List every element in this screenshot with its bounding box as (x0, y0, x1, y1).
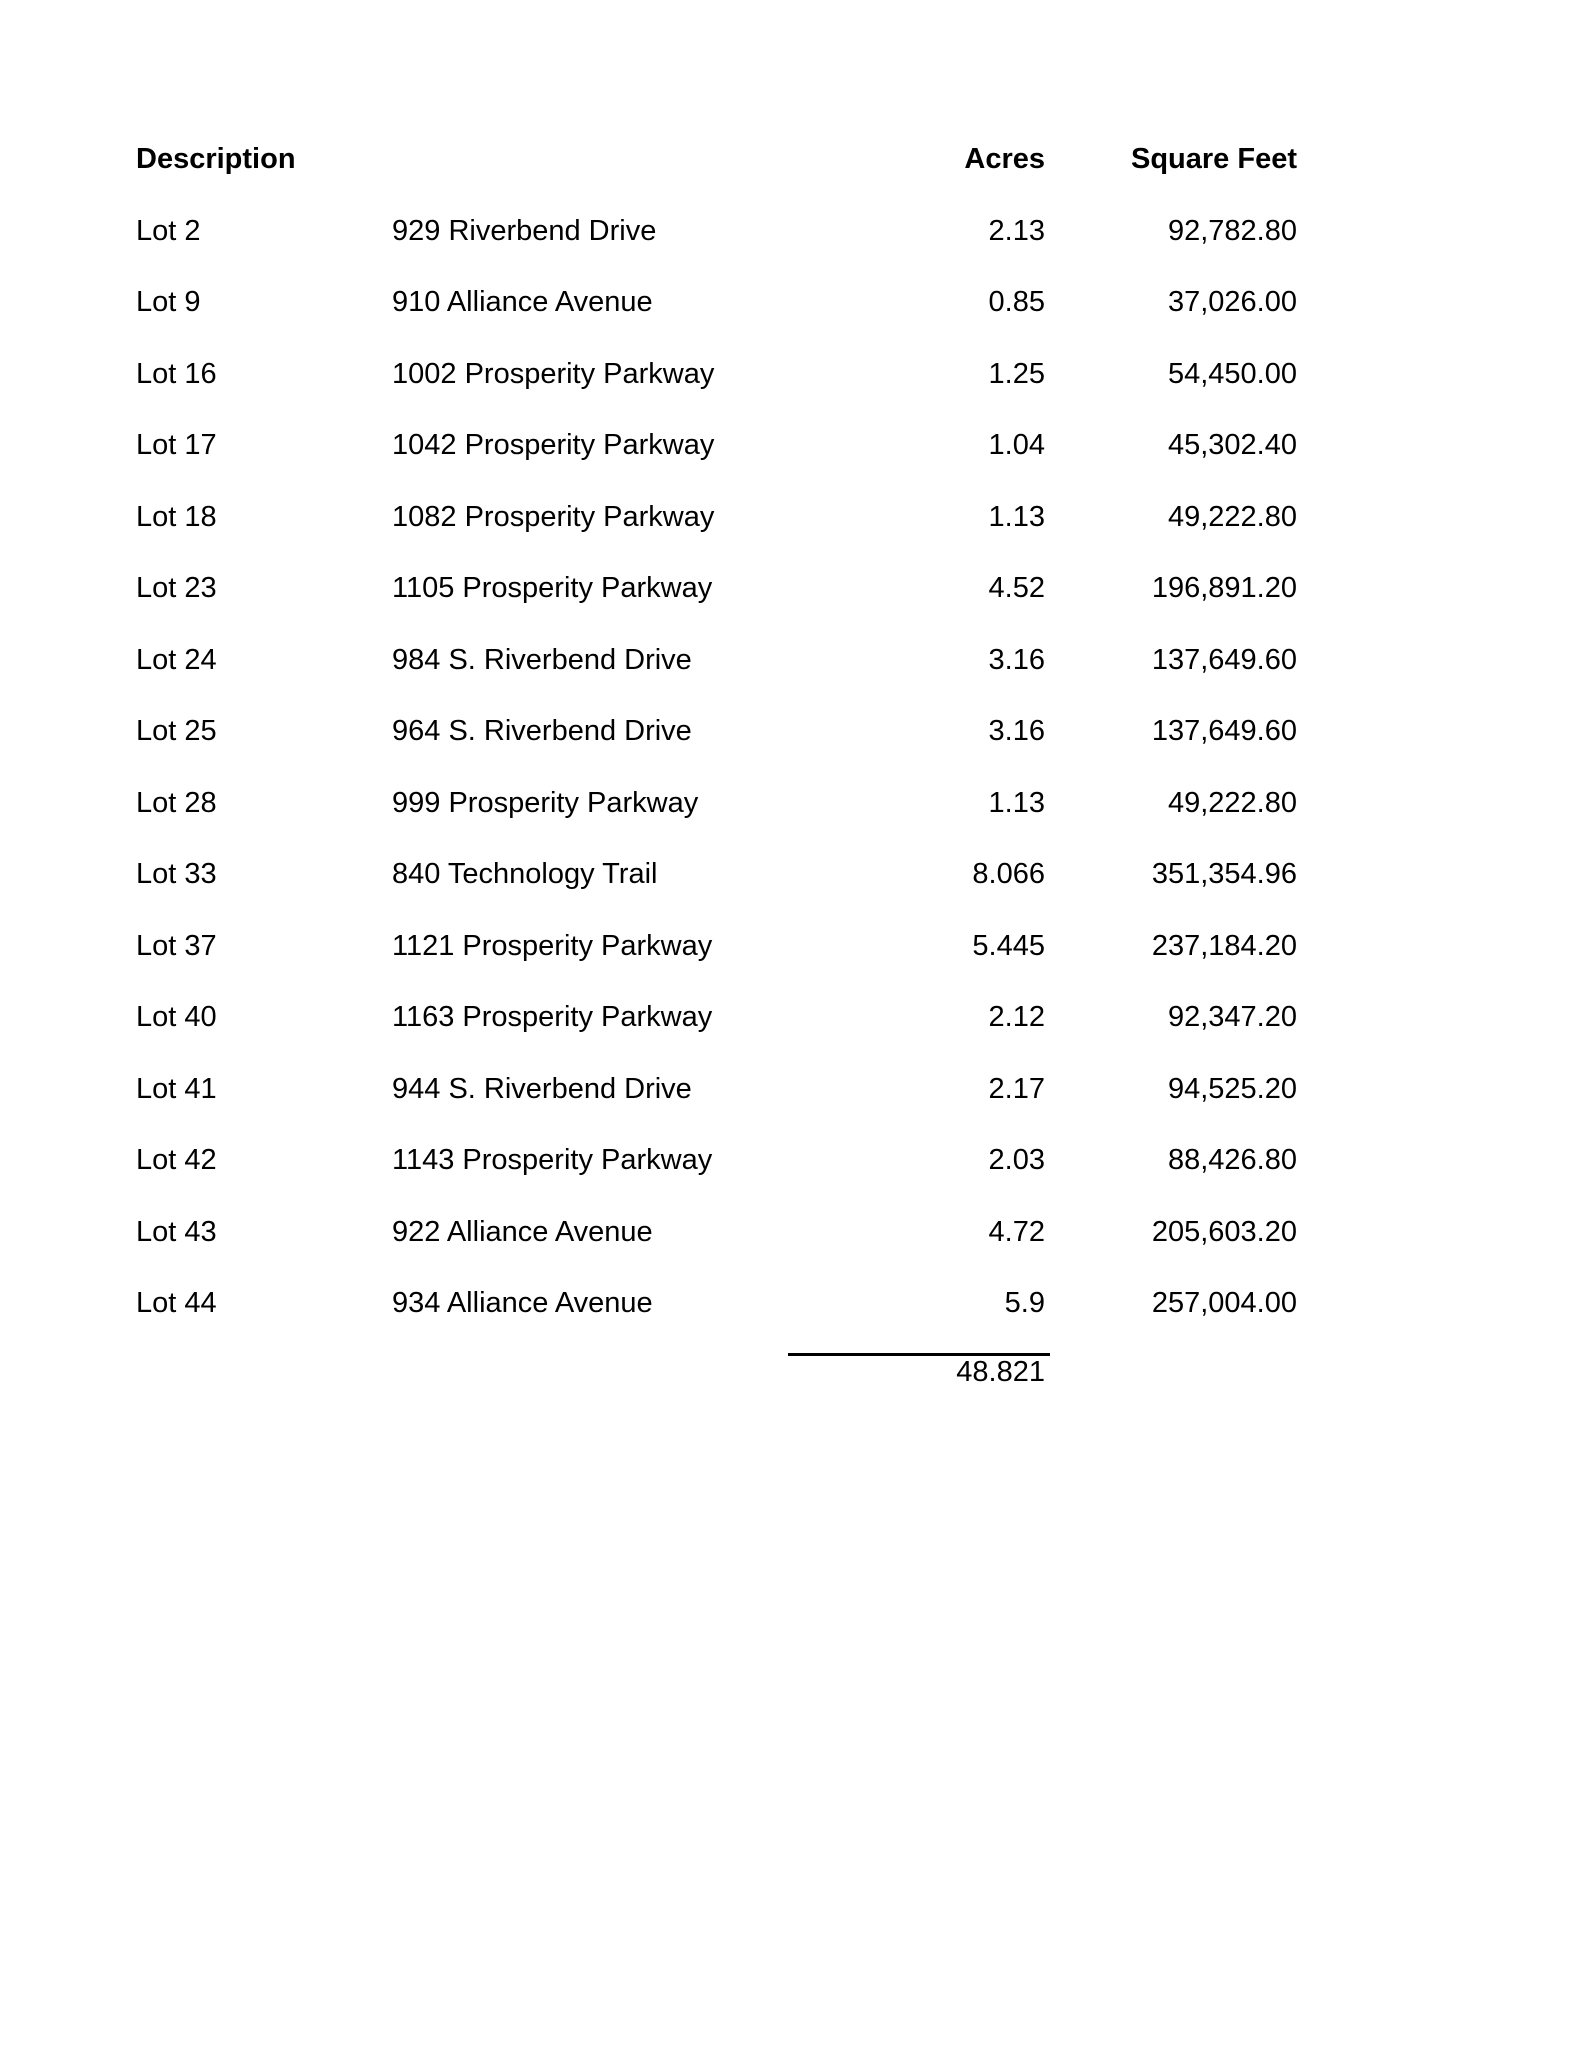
table-row (0, 997, 1579, 1037)
square-feet-cell: 88,426.80 (1167, 1144, 1297, 1176)
lot-cell: Lot 42 (136, 1144, 217, 1176)
table-row (0, 354, 1579, 394)
lot-cell: Lot 33 (136, 858, 217, 890)
table-row (0, 711, 1579, 751)
address-cell: 964 S. Riverbend Drive (392, 715, 692, 747)
header-description: Description (136, 143, 296, 175)
table-row (0, 425, 1579, 465)
address-cell: 1143 Prosperity Parkway (392, 1144, 713, 1176)
address-cell: 1163 Prosperity Parkway (392, 1001, 713, 1033)
acres-cell: 2.03 (988, 1144, 1045, 1176)
table-row (0, 1140, 1579, 1180)
address-cell: 934 Alliance Avenue (392, 1287, 653, 1319)
square-feet-cell: 49,222.80 (1167, 787, 1297, 819)
lot-cell: Lot 23 (136, 572, 217, 604)
acres-cell: 2.12 (988, 1001, 1045, 1033)
square-feet-cell: 92,347.20 (1167, 1001, 1297, 1033)
acres-cell: 1.04 (988, 429, 1045, 461)
address-cell: 1002 Prosperity Parkway (392, 358, 715, 390)
address-cell: 999 Prosperity Parkway (392, 787, 699, 819)
acres-cell: 8.066 (972, 858, 1045, 890)
lot-cell: Lot 40 (136, 1001, 217, 1033)
lot-cell: Lot 24 (136, 644, 217, 676)
acres-cell: 1.25 (988, 358, 1045, 390)
table-header-row (0, 139, 1579, 179)
acres-cell: 1.13 (988, 501, 1045, 533)
square-feet-cell: 205,603.20 (1151, 1216, 1297, 1248)
address-cell: 910 Alliance Avenue (392, 286, 653, 318)
lot-cell: Lot 2 (136, 215, 201, 247)
table-row (0, 568, 1579, 608)
square-feet-cell: 351,354.96 (1151, 858, 1297, 890)
acres-cell: 3.16 (988, 644, 1045, 676)
acres-cell: 4.72 (988, 1216, 1045, 1248)
square-feet-cell: 196,891.20 (1151, 572, 1297, 604)
table-row (0, 497, 1579, 537)
lot-cell: Lot 41 (136, 1073, 217, 1105)
square-feet-cell: 49,222.80 (1167, 501, 1297, 533)
address-cell: 1121 Prosperity Parkway (392, 930, 713, 962)
address-cell: 1105 Prosperity Parkway (392, 572, 713, 604)
address-cell: 929 Riverbend Drive (392, 215, 657, 247)
table-row (0, 1212, 1579, 1252)
square-feet-cell: 45,302.40 (1167, 429, 1297, 461)
address-cell: 1042 Prosperity Parkway (392, 429, 715, 461)
square-feet-cell: 94,525.20 (1167, 1073, 1297, 1105)
square-feet-cell: 257,004.00 (1151, 1287, 1297, 1319)
address-cell: 984 S. Riverbend Drive (392, 644, 692, 676)
lot-cell: Lot 17 (136, 429, 217, 461)
lot-cell: Lot 28 (136, 787, 217, 819)
acres-cell: 1.13 (988, 787, 1045, 819)
lot-cell: Lot 18 (136, 501, 217, 533)
acres-cell: 2.13 (988, 215, 1045, 247)
table-row (0, 211, 1579, 251)
square-feet-cell: 137,649.60 (1151, 715, 1297, 747)
square-feet-cell: 37,026.00 (1167, 286, 1297, 318)
square-feet-cell: 137,649.60 (1151, 644, 1297, 676)
square-feet-cell: 237,184.20 (1151, 930, 1297, 962)
table-row (0, 854, 1579, 894)
acres-cell: 5.445 (972, 930, 1045, 962)
address-cell: 922 Alliance Avenue (392, 1216, 653, 1248)
header-acres: Acres (964, 143, 1045, 175)
acres-cell: 4.52 (988, 572, 1045, 604)
acres-cell: 2.17 (988, 1073, 1045, 1105)
square-feet-cell: 92,782.80 (1167, 215, 1297, 247)
acres-cell: 0.85 (988, 286, 1045, 318)
acres-cell: 3.16 (988, 715, 1045, 747)
square-feet-cell: 54,450.00 (1167, 358, 1297, 390)
total-acres: 48.821 (956, 1356, 1045, 1388)
table-row (0, 640, 1579, 680)
address-cell: 1082 Prosperity Parkway (392, 501, 715, 533)
table-row (0, 926, 1579, 966)
table-row (0, 1283, 1579, 1323)
table-row (0, 1069, 1579, 1109)
lot-cell: Lot 44 (136, 1287, 217, 1319)
lot-cell: Lot 9 (136, 286, 201, 318)
table-row (0, 282, 1579, 322)
lot-cell: Lot 16 (136, 358, 217, 390)
lot-cell: Lot 37 (136, 930, 217, 962)
lot-cell: Lot 25 (136, 715, 217, 747)
header-square-feet: Square Feet (1131, 143, 1297, 175)
acres-cell: 5.9 (1004, 1287, 1045, 1319)
lot-cell: Lot 43 (136, 1216, 217, 1248)
address-cell: 840 Technology Trail (392, 858, 658, 890)
table-row (0, 783, 1579, 823)
address-cell: 944 S. Riverbend Drive (392, 1073, 692, 1105)
